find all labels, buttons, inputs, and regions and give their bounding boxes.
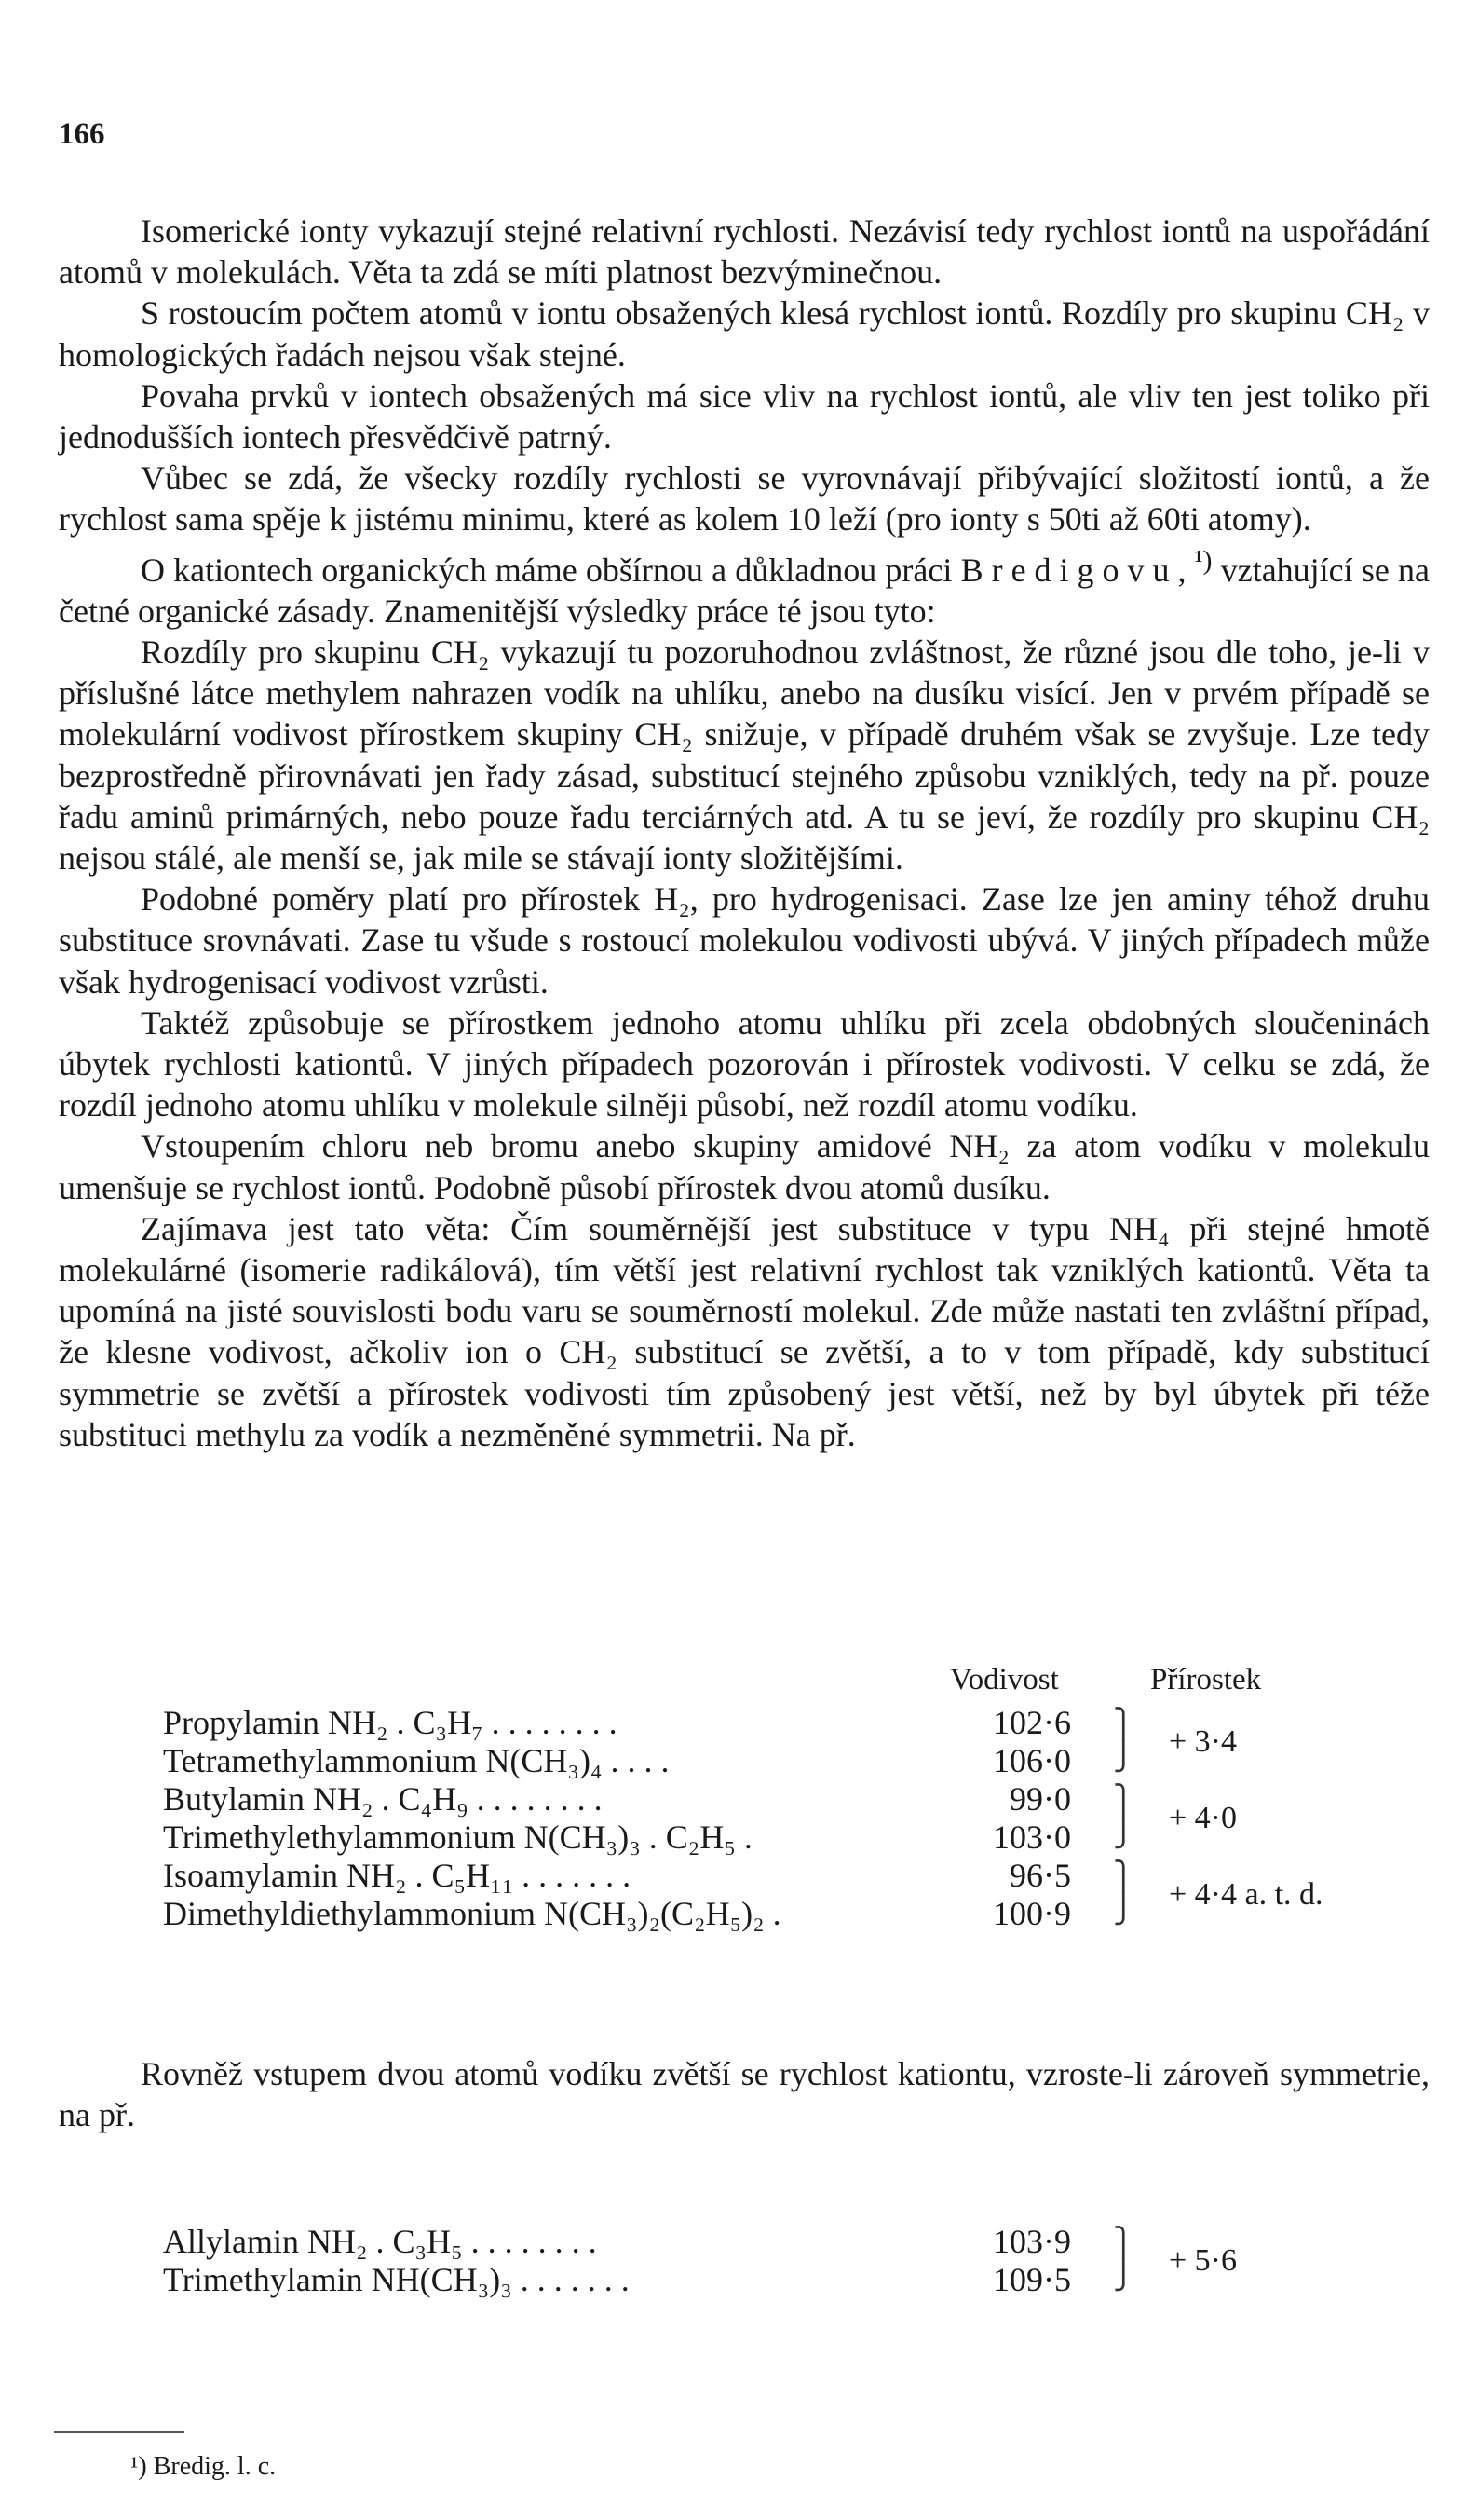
increment: + 3·4	[1169, 1724, 1237, 1759]
conductivity: 106·0	[993, 1742, 1071, 1779]
conductivity: 99·0	[1010, 1780, 1071, 1818]
compound: Dimethyldiethylammonium N(CH₃)₂(C₂H₅)₂ .	[163, 1895, 781, 1932]
header-prirostek: Přírostek	[1150, 1663, 1262, 1696]
brace: ⎫ ⎭	[1113, 1861, 1134, 1925]
increment: + 4·4 a. t. d.	[1169, 1877, 1323, 1912]
paragraph: Vstoupením chloru neb bromu anebo skupiny amidové NH₂ za atom vodíku v molekulu umenšuje se rychlost iontů. Podobně působí přírostek dvou atomů dusíku.	[59, 1127, 1430, 1206]
paragraph: Rozdíly pro skupinu CH₂ vykazují tu pozoruhodnou zvláštnost, že různé jsou dle toho, je-li v příslušné látce methylem nahrazen vodík na uhlíku, anebo na dusíku visící. Jen v prvém případě se molekulární vodivost přírostkem skupiny CH₂ snižuje, v případě druhém však se zvyšuje. Lze tedy bezprostředně přirovnávati jen řady zásad, substitucí stejného způsobu vzniklých, tedy na př. pouze řadu aminů primárných, nebo pouze řadu terciárných atd. A tu se jeví, že rozdíly pro skupinu CH₂ nejsou stálé, ale menší se, jak mile se stávají ionty složitějšími.	[59, 633, 1430, 878]
author-name: Bredigovu,	[960, 551, 1195, 589]
body-text	[59, 211, 1430, 1455]
conductivity: 102·6	[993, 1704, 1071, 1741]
paragraph: Povaha prvků v iontech obsažených má sice vliv na rychlost iontů, ale vliv ten jest toliko při jednodušších iontech přesvědčivě patrný.	[59, 376, 1430, 456]
footnote-ref: ¹)	[1194, 544, 1213, 576]
footnote-divider	[54, 2431, 184, 2433]
page-number: 166	[59, 117, 105, 151]
text: vztahující se na četné organické zásady. Znamenitější výsledky práce té jsou tyto:	[59, 551, 1430, 630]
increment: + 4·0	[1169, 1801, 1237, 1835]
paragraph: Rovněž vstupem dvou atomů vodíku zvětší se rychlost kationtu, vzroste-li zároveň symmetrie, na př.	[59, 2055, 1430, 2134]
increment: + 5·6	[1169, 2243, 1237, 2278]
compound: Propylamin NH₂ . C₃H₇ . . . . . . . .	[163, 1704, 617, 1741]
paragraph: Taktéž způsobuje se přírostkem jednoho atomu uhlíku při zcela obdobných sloučeninách úbytek rychlosti kationtů. V jiných případech pozorován i přírostek vodivosti. V celku se zdá, že rozdíl jednoho atomu uhlíku v molekule silněji působí, než rozdíl atomu vodíku.	[59, 1003, 1430, 1124]
conductivity: 96·5	[1010, 1857, 1071, 1894]
compound: Allylamin NH₂ . C₃H₅ . . . . . . . .	[163, 2223, 597, 2260]
compound: Tetramethylammonium N(CH₃)₄ . . . .	[163, 1742, 670, 1779]
paragraph: Isomerické ionty vykazují stejné relativní rychlosti. Nezávisí tedy rychlost iontů na uspořádání atomů v molekulách. Věta ta zdá se míti platnost bezvýminečnou.	[59, 212, 1430, 292]
compound: Butylamin NH₂ . C₄H₉ . . . . . . . .	[163, 1780, 603, 1818]
compound: Trimethylethylammonium N(CH₃)₃ . C₂H₅ .	[163, 1818, 753, 1856]
conductivity: 100·9	[993, 1895, 1071, 1932]
paragraph: S rostoucím počtem atomů v iontu obsažených klesá rychlost iontů. Rozdíly pro skupinu CH₂ v homologických řadách nejsou však stejné.	[59, 294, 1430, 374]
header-vodivost: Vodivost	[950, 1663, 1059, 1696]
conductivity: 103·9	[993, 2223, 1071, 2260]
brace: ⎫ ⎭	[1113, 2227, 1134, 2291]
paragraph: Zajímava jest tato věta: Čím souměrnější jest substituce v typu NH₄ při stejné hmotě molekulárné (isomerie radikálová), tím větší jest relativní rychlost tak vzniklých kationtů. Věta ta upomíná na jisté souvislosti bodu varu se souměrností molekul. Zde může nastati ten zvláštní případ, že klesne vodivost, ačkoliv ion o CH₂ substitucí se zvětší, a to v tom případě, kdy substitucí symmetrie se zvětší a přírostek vodivosti tím způsobený jest větší, než by byl úbytek při téže substituci methylu za vodík a nezměněné symmetrii. Na př.	[59, 1209, 1430, 1453]
compound: Isoamylamin NH₂ . C₅H₁₁ . . . . . . .	[163, 1857, 631, 1894]
paragraph-bredig	[59, 540, 1430, 632]
compound: Trimethylamin NH(CH₃)₃ . . . . . . .	[163, 2261, 630, 2298]
conductivity-table-2	[163, 2222, 1392, 2315]
conductivity: 103·0	[993, 1818, 1071, 1856]
brace: ⎫ ⎭	[1113, 1709, 1134, 1772]
brace: ⎫ ⎭	[1113, 1785, 1134, 1848]
text: O kationtech organických máme obšírnou a důkladnou práci	[141, 551, 953, 589]
paragraph: Podobné poměry platí pro přírostek H₂, pro hydrogenisaci. Zase lze jen aminy téhož druhu substituce srovnávati. Zase tu všude s rostoucí molekulou vodivosti ubývá. V jiných případech může však hydrogenisací vodivost vzrůsti.	[59, 880, 1430, 1001]
conductivity: 109·5	[993, 2261, 1071, 2298]
paragraph: Vůbec se zdá, že všecky rozdíly rychlosti se vyrovnávají přibývající složitostí iontů, a že rychlost sama spěje k jistému minimu, které as kolem 10 leží (pro ionty s 50ti až 60ti atomy).	[59, 459, 1430, 538]
conductivity-table	[163, 1663, 1392, 2036]
footnote: ¹) Bredig. l. c.	[130, 2452, 277, 2481]
